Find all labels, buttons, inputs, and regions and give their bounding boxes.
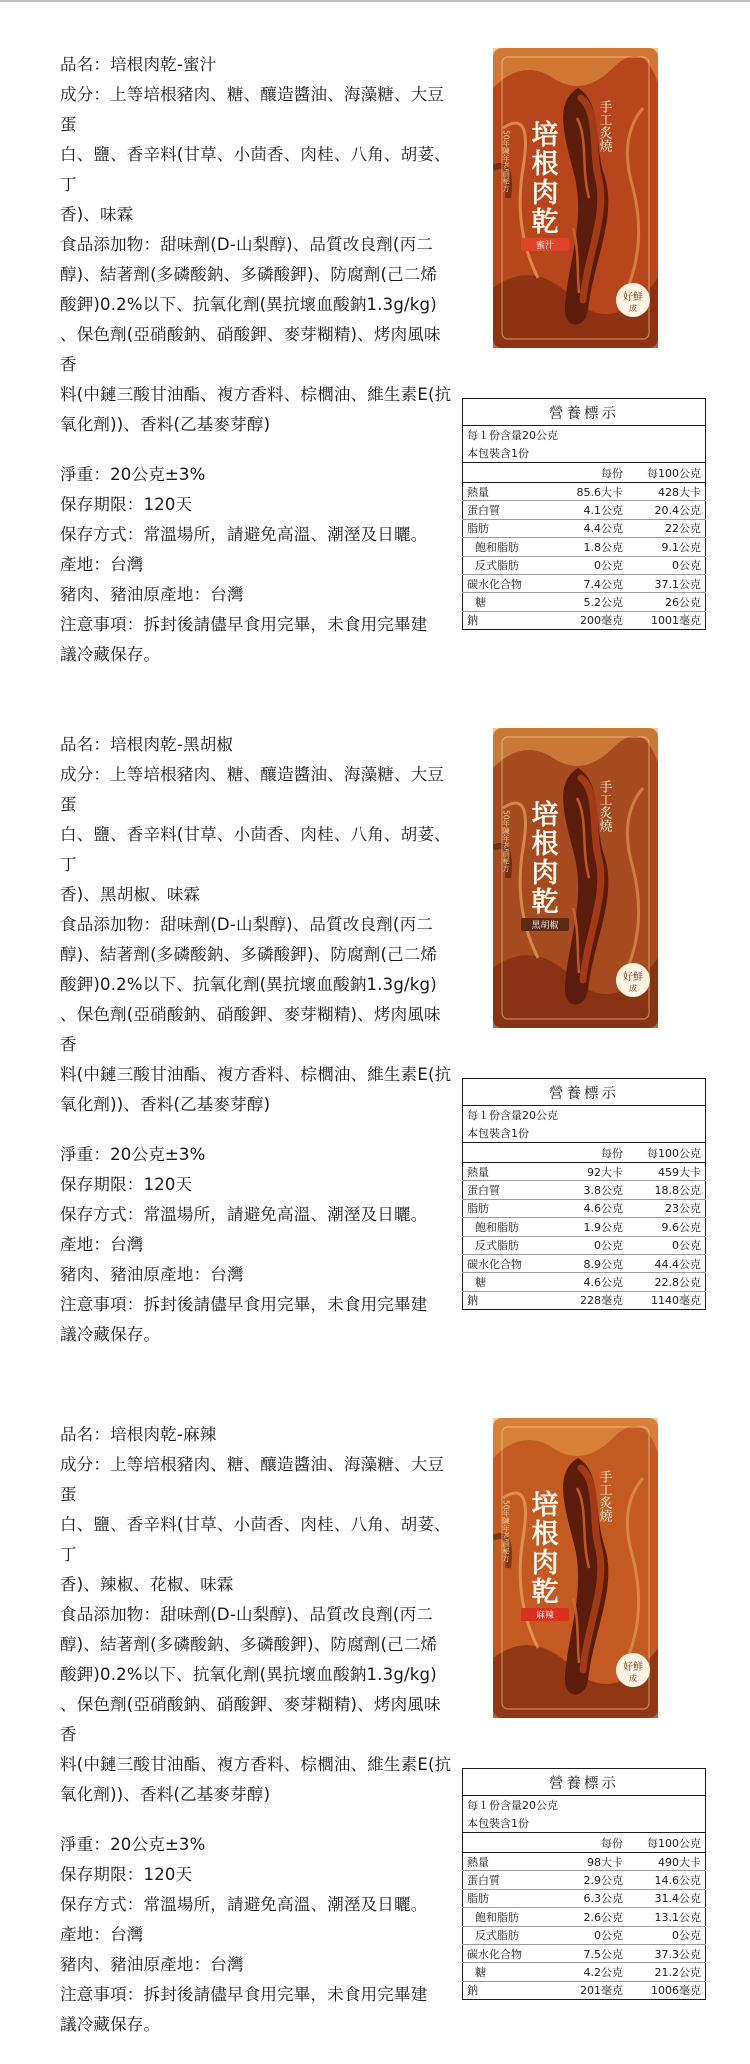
value-per-serving: 0公克	[557, 1926, 627, 1944]
value-per-100g: 22.8公克	[627, 1273, 706, 1291]
package-side-text: 50年陳年老滷秘方	[501, 810, 511, 873]
product-details	[60, 50, 455, 670]
additives-line: 、保色劑(亞硝酸鈉、硝酸鉀、麥芽糊精)、烤肉風味香	[60, 325, 441, 374]
notice-line: 議冷藏保存。	[60, 2015, 161, 2034]
package-product-name: 培根肉乾	[526, 800, 558, 916]
nutrition-facts-table	[462, 1768, 706, 2000]
value-per-serving: 0公克	[557, 556, 627, 574]
nutrition-row	[463, 1889, 706, 1907]
nutrition-row	[463, 538, 706, 556]
product-section	[0, 680, 750, 1360]
nutrient-name: 糖	[463, 593, 558, 611]
nutrition-title: 營養標示	[463, 1769, 706, 1796]
additives-line: 氧化劑))、香料(乙基麥芽醇)	[60, 415, 271, 434]
ingredients-line: 白、鹽、香辛料(甘草、小茴香、肉桂、八角、胡荽、丁	[60, 145, 451, 194]
origin: 產地：台灣	[60, 1925, 144, 1944]
value-per-serving: 2.6公克	[557, 1908, 627, 1926]
nutrient-name: 糖	[463, 1963, 558, 1981]
nutrition-row	[463, 556, 706, 574]
nutrient-name: 蛋白質	[463, 1181, 558, 1199]
product-name: 品名：培根肉乾-黑胡椒	[60, 735, 234, 754]
nutrition-row	[463, 1218, 706, 1236]
package-badge-sub: 成	[629, 984, 637, 993]
value-per-serving: 5.2公克	[557, 593, 627, 611]
serving-size: 每１份含量20公克	[467, 429, 558, 442]
package-flavor-tag: 蜜汁	[535, 241, 555, 251]
product-section	[0, 1370, 750, 2050]
nutrient-name: 熱量	[463, 1853, 558, 1871]
additives-line: 食品添加物：甜味劑(D-山梨醇)、品質改良劑(丙二	[60, 1605, 433, 1624]
column-header-per-serving: 每份	[557, 1143, 627, 1163]
additives-line: 料(中鏈三酸甘油酯、複方香料、棕櫚油、維生素E(抗	[60, 385, 452, 404]
additives-line: 酸鉀)0.2%以下、抗氧化劑(異抗壞血酸鈉1.3g/kg)	[60, 975, 437, 994]
value-per-serving: 85.6大卡	[557, 483, 627, 501]
origin: 產地：台灣	[60, 1235, 144, 1254]
net-weight: 淨重：20公克±3%	[60, 1145, 206, 1164]
value-per-serving: 92大卡	[557, 1163, 627, 1181]
nutrient-name: 反式脂肪	[463, 556, 558, 574]
nutrient-name: 碳水化合物	[463, 574, 558, 592]
additives-line: 酸鉀)0.2%以下、抗氧化劑(異抗壞血酸鈉1.3g/kg)	[60, 1665, 437, 1684]
package-flavor-tag: 黑胡椒	[531, 921, 559, 931]
nutrient-name: 糖	[463, 1273, 558, 1291]
net-weight: 淨重：20公克±3%	[60, 1835, 206, 1854]
nutrient-name: 脂肪	[463, 1889, 558, 1907]
product-section	[0, 0, 750, 680]
value-per-100g: 0公克	[627, 1236, 706, 1254]
storage-method: 保存方式：常溫場所，請避免高溫、潮溼及日曬。	[60, 1205, 428, 1224]
nutrient-name: 飽和脂肪	[463, 1218, 558, 1236]
nutrient-name: 飽和脂肪	[463, 538, 558, 556]
ingredients-line: 白、鹽、香辛料(甘草、小茴香、肉桂、八角、胡荽、丁	[60, 825, 451, 874]
value-per-100g: 1140毫克	[651, 1294, 701, 1308]
nutrient-name: 反式脂肪	[463, 1926, 558, 1944]
value-per-serving: 4.1公克	[557, 501, 627, 519]
value-per-100g: 21.2公克	[627, 1963, 706, 1981]
additives-line: 料(中鏈三酸甘油酯、複方香料、棕櫚油、維生素E(抗	[60, 1755, 452, 1774]
value-per-100g: 14.6公克	[627, 1871, 706, 1889]
nutrition-row	[463, 611, 706, 629]
nutrition-row	[463, 1273, 706, 1291]
package-brand-text: 手工炙燒	[596, 1470, 612, 1522]
column-header-per-100g: 每100公克	[627, 1833, 706, 1853]
package-badge-sub: 成	[629, 1674, 637, 1683]
value-per-100g: 9.6公克	[627, 1218, 706, 1236]
value-per-serving: 4.4公克	[557, 519, 627, 537]
nutrition-row	[463, 501, 706, 519]
value-per-serving: 6.3公克	[557, 1889, 627, 1907]
value-per-serving: 4.6公克	[557, 1273, 627, 1291]
additives-line: 酸鉀)0.2%以下、抗氧化劑(異抗壞血酸鈉1.3g/kg)	[60, 295, 437, 314]
value-per-100g: 13.1公克	[627, 1908, 706, 1926]
servings-per-pack: 本包裝含1份	[467, 447, 529, 460]
nutrition-row	[463, 1236, 706, 1254]
value-per-100g: 0公克	[627, 556, 706, 574]
value-per-serving: 8.9公克	[557, 1254, 627, 1272]
package-side-text: 50年陳年老滷秘方	[501, 1500, 511, 1563]
value-per-100g: 0公克	[627, 1926, 706, 1944]
value-per-serving: 3.8公克	[557, 1181, 627, 1199]
nutrition-row	[463, 1963, 706, 1981]
nutrient-name: 脂肪	[463, 1199, 558, 1217]
product-details	[60, 730, 455, 1350]
nutrition-row	[463, 1291, 706, 1309]
value-per-100g: 459大卡	[627, 1163, 706, 1181]
value-per-serving: 2.9公克	[557, 1871, 627, 1889]
storage-method: 保存方式：常溫場所，請避免高溫、潮溼及日曬。	[60, 1895, 428, 1914]
nutrition-facts-table	[462, 398, 706, 630]
notice-line: 注意事項：拆封後請儘早食用完畢，未食用完畢建	[60, 1295, 428, 1314]
product-name: 品名：培根肉乾-麻辣	[60, 1425, 217, 1444]
nutrient-name: 鈉	[467, 614, 478, 628]
nutrient-name: 熱量	[463, 483, 558, 501]
meat-origin: 豬肉、豬油原產地：台灣	[60, 1265, 244, 1284]
value-per-100g: 23公克	[627, 1199, 706, 1217]
nutrient-name: 鈉	[467, 1294, 478, 1308]
meat-origin: 豬肉、豬油原產地：台灣	[60, 585, 244, 604]
nutrient-name: 脂肪	[463, 519, 558, 537]
additives-line: 、保色劑(亞硝酸鈉、硝酸鉀、麥芽糊精)、烤肉風味香	[60, 1695, 441, 1744]
package-badge-text: 好鮮	[623, 292, 643, 303]
package-side-text: 50年陳年老滷秘方	[501, 130, 511, 193]
shelf-life: 保存期限：120天	[60, 495, 193, 514]
value-per-100g: 1001毫克	[651, 614, 701, 628]
package-badge-text: 好鮮	[623, 1662, 643, 1673]
value-per-serving: 0公克	[557, 1236, 627, 1254]
nutrition-row	[463, 574, 706, 592]
nutrition-row	[463, 1199, 706, 1217]
additives-line: 醇)、結著劑(多磷酸鈉、多磷酸鉀)、防腐劑(己二烯	[60, 945, 438, 964]
package-brand-text: 手工炙燒	[596, 780, 612, 832]
value-per-100g: 9.1公克	[627, 538, 706, 556]
value-per-100g: 26公克	[627, 593, 706, 611]
ingredients-line: 白、鹽、香辛料(甘草、小茴香、肉桂、八角、胡荽、丁	[60, 1515, 451, 1564]
value-per-100g: 22公克	[627, 519, 706, 537]
value-per-100g: 428大卡	[627, 483, 706, 501]
ingredients-line: 成分：上等培根豬肉、糖、釀造醬油、海藻糖、大豆蛋	[60, 85, 445, 134]
additives-line: 食品添加物：甜味劑(D-山梨醇)、品質改良劑(丙二	[60, 915, 433, 934]
value-per-100g: 18.8公克	[627, 1181, 706, 1199]
nutrition-row	[463, 1981, 706, 1999]
value-per-serving: 98大卡	[557, 1853, 627, 1871]
nutrition-row	[463, 1163, 706, 1181]
value-per-serving: 1.8公克	[557, 538, 627, 556]
ingredients-line: 成分：上等培根豬肉、糖、釀造醬油、海藻糖、大豆蛋	[60, 1455, 445, 1504]
notice-line: 注意事項：拆封後請儘早食用完畢，未食用完畢建	[60, 1985, 428, 2004]
product-package-image	[493, 1418, 658, 1718]
nutrient-name: 蛋白質	[463, 501, 558, 519]
nutrient-name: 反式脂肪	[463, 1236, 558, 1254]
nutrition-title: 營養標示	[463, 1079, 706, 1106]
nutrition-row	[463, 1926, 706, 1944]
value-per-100g: 31.4公克	[627, 1889, 706, 1907]
shelf-life: 保存期限：120天	[60, 1865, 193, 1884]
value-per-serving: 228毫克	[580, 1294, 623, 1308]
nutrient-name: 蛋白質	[463, 1871, 558, 1889]
value-per-serving: 4.6公克	[557, 1199, 627, 1217]
nutrition-row	[463, 593, 706, 611]
column-header-per-serving: 每份	[557, 463, 627, 483]
package-product-name: 培根肉乾	[526, 1490, 558, 1606]
net-weight: 淨重：20公克±3%	[60, 465, 206, 484]
nutrition-row	[463, 1871, 706, 1889]
additives-line: 醇)、結著劑(多磷酸鈉、多磷酸鉀)、防腐劑(己二烯	[60, 1635, 438, 1654]
ingredients-line: 香)、辣椒、花椒、味霖	[60, 1575, 234, 1594]
nutrition-row	[463, 1908, 706, 1926]
additives-line: 氧化劑))、香料(乙基麥芽醇)	[60, 1785, 271, 1804]
package-product-name: 培根肉乾	[526, 120, 558, 236]
serving-size: 每１份含量20公克	[467, 1109, 558, 1122]
value-per-100g: 20.4公克	[627, 501, 706, 519]
meat-origin: 豬肉、豬油原產地：台灣	[60, 1955, 244, 1974]
servings-per-pack: 本包裝含1份	[467, 1817, 529, 1830]
additives-line: 氧化劑))、香料(乙基麥芽醇)	[60, 1095, 271, 1114]
value-per-serving: 4.2公克	[557, 1963, 627, 1981]
product-details	[60, 1420, 455, 2040]
package-brand-text: 手工炙燒	[596, 100, 612, 152]
value-per-serving: 200毫克	[580, 614, 623, 628]
origin: 產地：台灣	[60, 555, 144, 574]
notice-line: 注意事項：拆封後請儘早食用完畢，未食用完畢建	[60, 615, 428, 634]
additives-line: 料(中鏈三酸甘油酯、複方香料、棕櫚油、維生素E(抗	[60, 1065, 452, 1084]
ingredients-line: 成分：上等培根豬肉、糖、釀造醬油、海藻糖、大豆蛋	[60, 765, 445, 814]
additives-line: 食品添加物：甜味劑(D-山梨醇)、品質改良劑(丙二	[60, 235, 433, 254]
nutrition-facts-table	[462, 1078, 706, 1310]
column-header-per-100g: 每100公克	[627, 1143, 706, 1163]
servings-per-pack: 本包裝含1份	[467, 1127, 529, 1140]
value-per-100g: 490大卡	[627, 1853, 706, 1871]
additives-line: 、保色劑(亞硝酸鈉、硝酸鉀、麥芽糊精)、烤肉風味香	[60, 1005, 441, 1054]
package-badge-text: 好鮮	[623, 972, 643, 983]
value-per-100g: 44.4公克	[627, 1254, 706, 1272]
value-per-100g: 37.3公克	[627, 1944, 706, 1962]
ingredients-line: 香)、黑胡椒、味霖	[60, 885, 201, 904]
nutrient-name: 碳水化合物	[463, 1944, 558, 1962]
nutrition-title: 營養標示	[463, 399, 706, 426]
nutrition-row	[463, 1181, 706, 1199]
nutrient-name: 熱量	[463, 1163, 558, 1181]
nutrition-row	[463, 1944, 706, 1962]
nutrient-name: 碳水化合物	[463, 1254, 558, 1272]
product-package-image	[493, 48, 658, 348]
nutrition-row	[463, 519, 706, 537]
column-header-per-100g: 每100公克	[627, 463, 706, 483]
value-per-serving: 201毫克	[580, 1984, 623, 1998]
serving-size: 每１份含量20公克	[467, 1799, 558, 1812]
additives-line: 醇)、結著劑(多磷酸鈉、多磷酸鉀)、防腐劑(己二烯	[60, 265, 438, 284]
product-name: 品名：培根肉乾-蜜汁	[60, 55, 217, 74]
notice-line: 議冷藏保存。	[60, 645, 161, 664]
nutrition-row	[463, 1853, 706, 1871]
package-badge-sub: 成	[629, 304, 637, 313]
package-flavor-tag: 麻辣	[535, 1611, 555, 1621]
product-package-image	[493, 728, 658, 1028]
value-per-serving: 7.5公克	[557, 1944, 627, 1962]
column-header-per-serving: 每份	[557, 1833, 627, 1853]
value-per-serving: 7.4公克	[557, 574, 627, 592]
value-per-100g: 1006毫克	[651, 1984, 701, 1998]
storage-method: 保存方式：常溫場所，請避免高溫、潮溼及日曬。	[60, 525, 428, 544]
value-per-100g: 37.1公克	[627, 574, 706, 592]
nutrition-row	[463, 483, 706, 501]
ingredients-line: 香)、味霖	[60, 205, 134, 224]
notice-line: 議冷藏保存。	[60, 1325, 161, 1344]
nutrient-name: 飽和脂肪	[463, 1908, 558, 1926]
value-per-serving: 1.9公克	[557, 1218, 627, 1236]
nutrient-name: 鈉	[467, 1984, 478, 1998]
nutrition-row	[463, 1254, 706, 1272]
shelf-life: 保存期限：120天	[60, 1175, 193, 1194]
